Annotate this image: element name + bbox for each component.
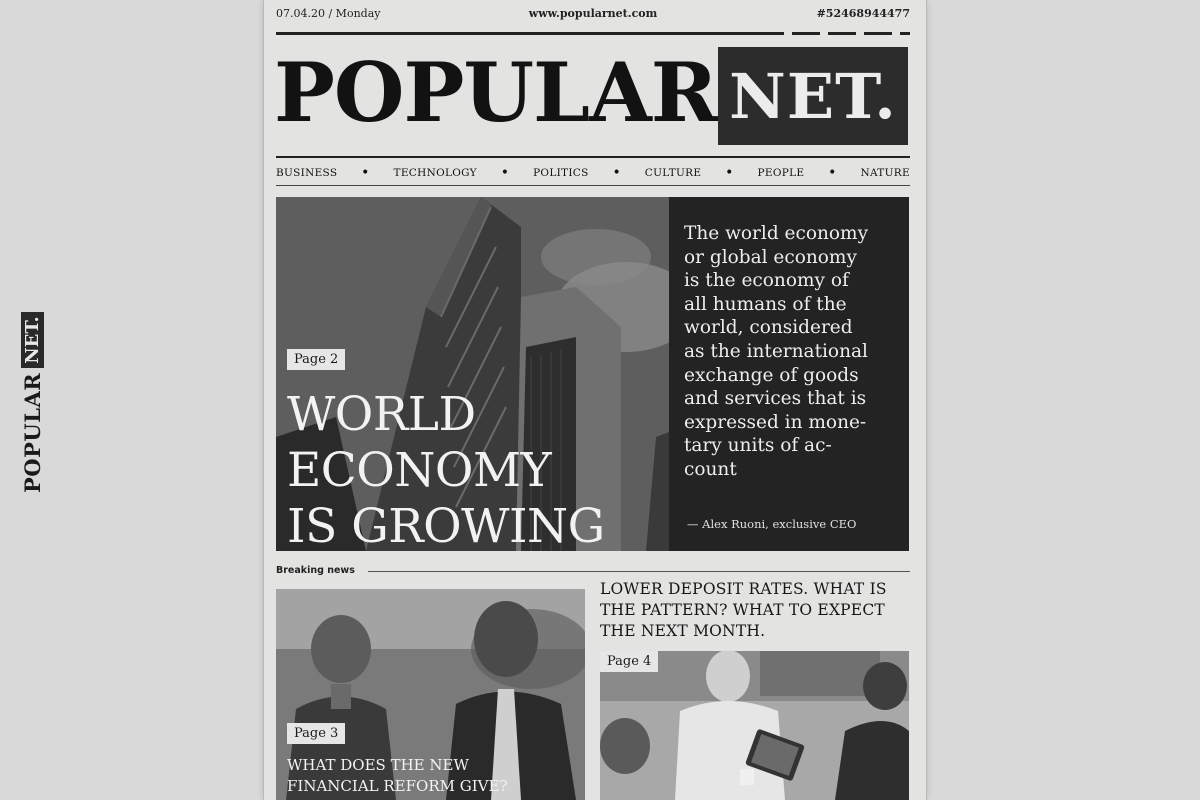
nav-top-rule [276, 156, 910, 158]
hero-headline-line: IS GROWING [287, 499, 605, 551]
hero-article[interactable] [276, 197, 909, 551]
quote-box [669, 197, 909, 551]
quote-line: is the economy of [684, 270, 849, 292]
hero-photo-skyscrapers [276, 197, 669, 551]
article-deposit-rates-headline[interactable] [600, 579, 920, 642]
page-tag: Page 4 [600, 651, 658, 672]
breaking-news-label: Breaking news [276, 565, 355, 576]
header-dash [900, 32, 910, 35]
header-dash [864, 32, 892, 35]
header-rule [276, 32, 784, 35]
masthead-popular: POPULAR [274, 46, 718, 141]
side-logo [18, 307, 46, 493]
header-dash [828, 32, 856, 35]
hero-headline[interactable] [287, 387, 667, 551]
side-logo-net: NET. [21, 312, 44, 368]
hero-headline-line: ECONOMY [287, 443, 552, 498]
nav-separator: • [725, 165, 734, 181]
article-deposit-rates-photo[interactable] [600, 651, 909, 800]
nav-item-business[interactable]: BUSINESS [276, 167, 338, 179]
article-headline-line: THE PATTERN? WHAT TO EXPECT [600, 601, 885, 619]
issue-number: #52468944477 [816, 7, 910, 20]
nav-bottom-rule [276, 185, 910, 186]
nav-item-nature[interactable]: NATURE [860, 167, 910, 179]
page-tag: Page 3 [287, 723, 345, 744]
header-line [276, 7, 910, 21]
quote-line: expressed in mone- [684, 411, 867, 433]
section-nav [276, 165, 910, 181]
article-headline-line: LOWER DEPOSIT RATES. WHAT IS [600, 580, 887, 598]
masthead-net-box: NET. [718, 47, 908, 145]
quote-line: as the international [684, 340, 868, 362]
newspaper-page [263, 0, 927, 800]
nav-item-technology[interactable]: TECHNOLOGY [393, 167, 477, 179]
issue-date: 07.04.20 / Monday [276, 7, 381, 20]
page-tag: Page 2 [287, 349, 345, 370]
quote-line: The world economy [684, 223, 869, 244]
quote-line: count [684, 458, 737, 480]
nav-item-politics[interactable]: POLITICS [533, 167, 589, 179]
article-financial-reform[interactable] [276, 589, 585, 800]
nav-separator: • [612, 165, 621, 181]
article-headline-line: THE NEXT MONTH. [600, 622, 766, 640]
breaking-news-rule [368, 571, 910, 572]
side-logo-popular: POPULAR [19, 372, 45, 493]
hero-headline-line: WORLD [287, 387, 476, 442]
masthead [274, 44, 924, 146]
article-photo-meeting [600, 651, 909, 800]
nav-item-people[interactable]: PEOPLE [757, 167, 805, 179]
quote-author: — Alex Ruoni, exclusive CEO [687, 517, 857, 531]
nav-separator: • [828, 165, 837, 181]
article-headline-line: FINANCIAL REFORM GIVE? [287, 777, 508, 795]
quote-text [684, 222, 904, 482]
nav-separator: • [361, 165, 370, 181]
header-dash [792, 32, 820, 35]
quote-line: world, considered [684, 317, 853, 339]
nav-item-culture[interactable]: CULTURE [644, 167, 702, 179]
quote-line: all humans of the [684, 293, 847, 315]
article-headline[interactable] [287, 755, 577, 797]
site-url[interactable]: www.popularnet.com [528, 7, 658, 20]
quote-line: tary units of ac- [684, 435, 832, 457]
article-headline-line: WHAT DOES THE NEW [287, 756, 469, 774]
nav-separator: • [500, 165, 510, 181]
quote-line: and services that is [684, 388, 867, 410]
quote-line: exchange of goods [684, 364, 859, 386]
quote-line: or global economy [684, 246, 857, 268]
